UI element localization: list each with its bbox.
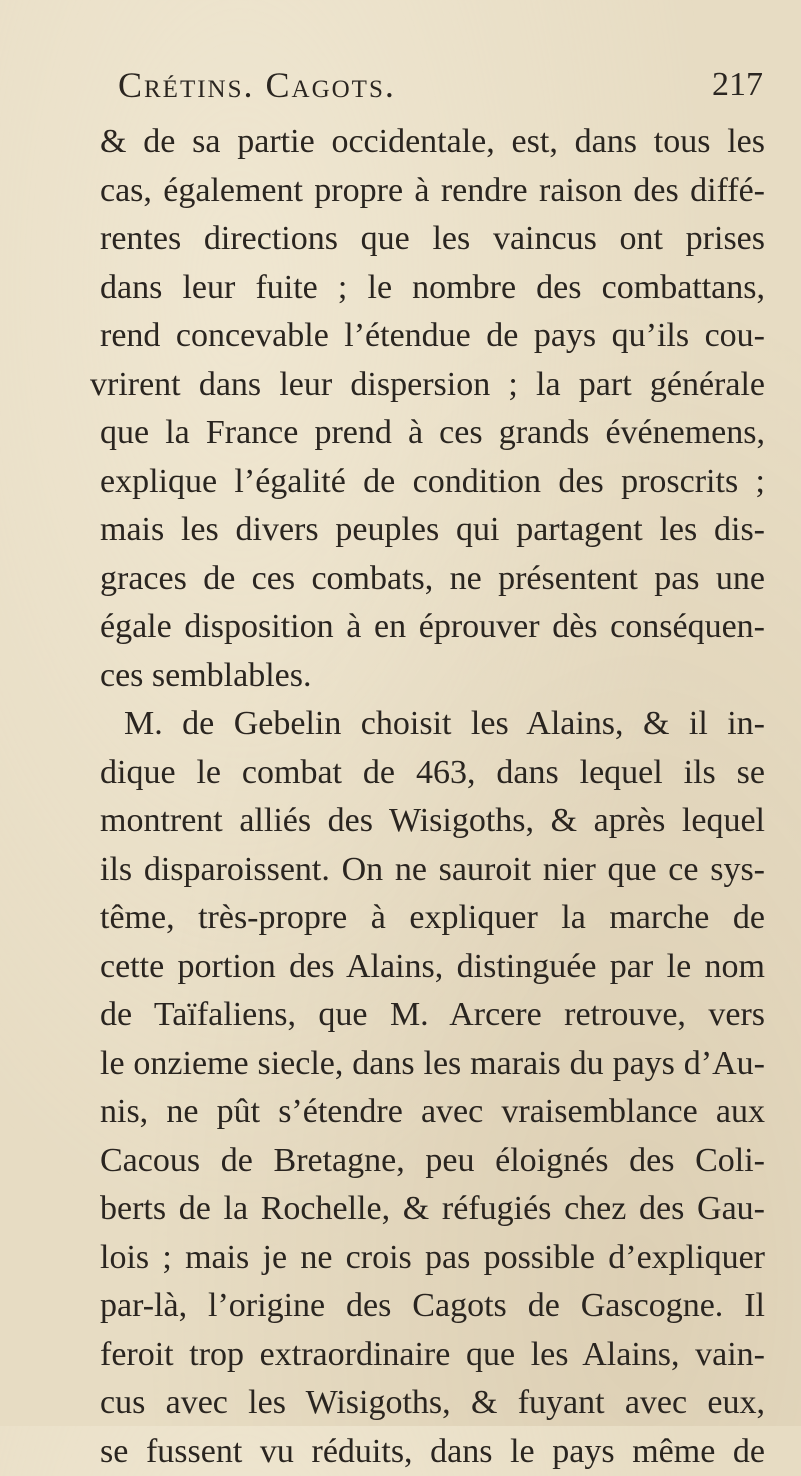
text-line: le onzieme siecle, dans les marais du pays d’Au- (100, 1040, 765, 1089)
text-line: par-là, l’origine des Cagots de Gascogne. Il (100, 1282, 765, 1331)
text-line: berts de la Rochelle, & réfugiés chez des Gau- (100, 1185, 765, 1234)
text-line: M. de Gebelin choisit les Alains, & il in- (100, 700, 765, 749)
running-head (118, 60, 763, 110)
text-line: dans leur fuite ; le nombre des combattans, (100, 264, 765, 313)
text-line: rentes directions que les vaincus ont prises (100, 215, 765, 264)
text-line: de Taïfaliens, que M. Arcere retrouve, vers (100, 991, 765, 1040)
text-line: feroit trop extraordinaire que les Alains, vain- (100, 1331, 765, 1380)
text-line: dique le combat de 463, dans lequel ils se (100, 749, 765, 798)
running-title: Crétins. Cagots. (118, 64, 396, 106)
page-number: 217 (712, 66, 763, 104)
text-line: cus avec les Wisigoths, & fuyant avec eux, (100, 1379, 765, 1428)
text-line: Cacous de Bretagne, peu éloignés des Coli- (100, 1137, 765, 1186)
text-line: rend concevable l’étendue de pays qu’ils cou- (100, 312, 765, 361)
text-line: nis, ne pût s’étendre avec vraisemblance aux (100, 1088, 765, 1137)
text-line: ces semblables. (100, 652, 765, 701)
body-text (100, 118, 765, 1476)
text-line: cas, également propre à rendre raison des diffé- (100, 167, 765, 216)
text-line: & de sa partie occidentale, est, dans tous les (100, 118, 765, 167)
text-line: graces de ces combats, ne présentent pas une (100, 555, 765, 604)
text-line: que la France prend à ces grands événemens, (100, 409, 765, 458)
text-line: explique l’égalité de condition des proscrits ; (100, 458, 765, 507)
text-line: se fussent vu réduits, dans le pays même de (100, 1428, 765, 1476)
text-line: tême, très-propre à expliquer la marche de (100, 894, 765, 943)
text-line: lois ; mais je ne crois pas possible d’expliquer (100, 1234, 765, 1283)
text-line: ils disparoissent. On ne sauroit nier que ce sys- (100, 846, 765, 895)
text-line: vrirent dans leur dispersion ; la part générale (90, 361, 765, 410)
text-line: égale disposition à en éprouver dès conséquen- (100, 603, 765, 652)
text-line: montrent alliés des Wisigoths, & après lequel (100, 797, 765, 846)
text-line: mais les divers peuples qui partagent les dis- (100, 506, 765, 555)
text-line: cette portion des Alains, distinguée par le nom (100, 943, 765, 992)
